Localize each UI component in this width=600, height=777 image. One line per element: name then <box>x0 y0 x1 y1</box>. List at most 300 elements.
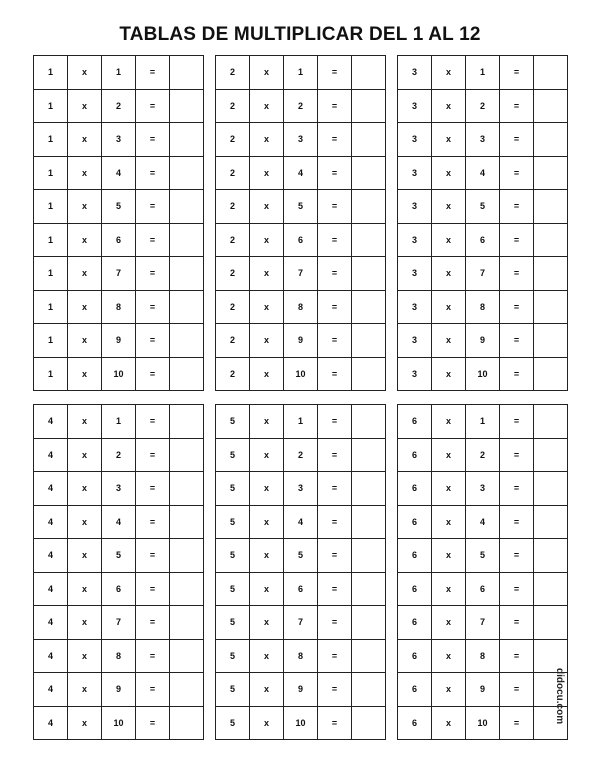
times-cell: x <box>432 156 466 190</box>
equals-cell: = <box>500 89 534 123</box>
times-cell: x <box>68 324 102 358</box>
equals-cell: = <box>500 257 534 291</box>
answer-cell[interactable] <box>352 472 386 506</box>
answer-cell[interactable] <box>352 639 386 673</box>
answer-cell[interactable] <box>170 324 204 358</box>
table-row <box>34 223 204 257</box>
times-cell: x <box>432 438 466 472</box>
answer-cell[interactable] <box>534 606 568 640</box>
times-cell: x <box>68 505 102 539</box>
equals-cell: = <box>136 706 170 740</box>
multiplier-cell: 5 <box>284 539 318 573</box>
times-cell: x <box>250 190 284 224</box>
factor-cell: 5 <box>216 472 250 506</box>
times-cell: x <box>250 438 284 472</box>
times-cell: x <box>68 706 102 740</box>
equals-cell: = <box>500 324 534 358</box>
multiplier-cell: 10 <box>284 357 318 391</box>
equals-cell: = <box>318 156 352 190</box>
factor-cell: 4 <box>34 438 68 472</box>
times-cell: x <box>68 357 102 391</box>
answer-cell[interactable] <box>352 673 386 707</box>
multiplier-cell: 1 <box>102 405 136 439</box>
table-row <box>216 472 386 506</box>
times-cell: x <box>250 56 284 90</box>
answer-cell[interactable] <box>170 190 204 224</box>
factor-cell: 6 <box>398 606 432 640</box>
times-cell: x <box>68 257 102 291</box>
table-row <box>34 257 204 291</box>
site-watermark: didocu.com <box>554 668 565 725</box>
times-cell: x <box>432 572 466 606</box>
multiplier-cell: 5 <box>466 190 500 224</box>
factor-cell: 1 <box>34 223 68 257</box>
times-cell: x <box>250 324 284 358</box>
answer-cell[interactable] <box>170 472 204 506</box>
answer-cell[interactable] <box>534 357 568 391</box>
table-row <box>34 357 204 391</box>
equals-cell: = <box>318 89 352 123</box>
multiplier-cell: 2 <box>466 89 500 123</box>
equals-cell: = <box>318 539 352 573</box>
answer-cell[interactable] <box>170 56 204 90</box>
table-row <box>34 706 204 740</box>
equals-cell: = <box>318 56 352 90</box>
answer-cell[interactable] <box>352 706 386 740</box>
multiplier-cell: 6 <box>284 572 318 606</box>
times-cell: x <box>68 606 102 640</box>
multiplier-cell: 2 <box>102 89 136 123</box>
answer-cell[interactable] <box>352 606 386 640</box>
table-row <box>398 606 568 640</box>
answer-cell[interactable] <box>170 123 204 157</box>
times-cell: x <box>250 257 284 291</box>
times-cell: x <box>250 539 284 573</box>
multiplier-cell: 1 <box>466 56 500 90</box>
answer-cell[interactable] <box>534 572 568 606</box>
answer-cell[interactable] <box>352 89 386 123</box>
factor-cell: 3 <box>398 257 432 291</box>
multiplier-cell: 10 <box>284 706 318 740</box>
answer-cell[interactable] <box>170 606 204 640</box>
equals-cell: = <box>318 223 352 257</box>
multiplier-cell: 4 <box>284 156 318 190</box>
multiplier-cell: 10 <box>466 357 500 391</box>
factor-cell: 4 <box>34 673 68 707</box>
times-cell: x <box>432 89 466 123</box>
multiplier-cell: 6 <box>466 572 500 606</box>
table-row <box>34 438 204 472</box>
equals-cell: = <box>500 156 534 190</box>
equals-cell: = <box>500 123 534 157</box>
answer-cell[interactable] <box>534 123 568 157</box>
times-cell: x <box>68 572 102 606</box>
times-cell: x <box>432 706 466 740</box>
factor-cell: 5 <box>216 606 250 640</box>
times-cell: x <box>250 472 284 506</box>
answer-cell[interactable] <box>170 89 204 123</box>
answer-cell[interactable] <box>170 223 204 257</box>
factor-cell: 5 <box>216 438 250 472</box>
equals-cell: = <box>500 290 534 324</box>
factor-cell: 6 <box>398 572 432 606</box>
factor-cell: 1 <box>34 89 68 123</box>
answer-cell[interactable] <box>534 56 568 90</box>
times-cell: x <box>68 223 102 257</box>
equals-cell: = <box>500 223 534 257</box>
table-row <box>34 290 204 324</box>
equals-cell: = <box>500 572 534 606</box>
table-row <box>216 357 386 391</box>
factor-cell: 5 <box>216 706 250 740</box>
multiplier-cell: 3 <box>284 472 318 506</box>
answer-cell[interactable] <box>534 324 568 358</box>
answer-cell[interactable] <box>170 639 204 673</box>
equals-cell: = <box>136 56 170 90</box>
answer-cell[interactable] <box>352 572 386 606</box>
table-row <box>216 257 386 291</box>
multiplier-cell: 8 <box>102 290 136 324</box>
times-table-6 <box>397 404 568 740</box>
table-row <box>398 673 568 707</box>
equals-cell: = <box>136 639 170 673</box>
answer-cell[interactable] <box>534 539 568 573</box>
multiplier-cell: 3 <box>284 123 318 157</box>
times-cell: x <box>68 89 102 123</box>
multiplier-cell: 1 <box>102 56 136 90</box>
multiplier-cell: 5 <box>102 190 136 224</box>
multiplier-cell: 8 <box>102 639 136 673</box>
times-cell: x <box>68 472 102 506</box>
times-table-4 <box>33 404 204 740</box>
answer-cell[interactable] <box>534 505 568 539</box>
answer-cell[interactable] <box>352 290 386 324</box>
multiplier-cell: 3 <box>466 472 500 506</box>
multiplier-cell: 9 <box>284 324 318 358</box>
factor-cell: 1 <box>34 257 68 291</box>
table-row <box>34 673 204 707</box>
table-row <box>216 223 386 257</box>
table-row <box>216 324 386 358</box>
multiplier-cell: 4 <box>466 505 500 539</box>
answer-cell[interactable] <box>352 405 386 439</box>
answer-cell[interactable] <box>170 290 204 324</box>
answer-cell[interactable] <box>534 223 568 257</box>
answer-cell[interactable] <box>534 89 568 123</box>
factor-cell: 6 <box>398 438 432 472</box>
table-row <box>398 123 568 157</box>
times-table-1 <box>33 55 204 391</box>
equals-cell: = <box>136 606 170 640</box>
table-row <box>34 156 204 190</box>
factor-cell: 4 <box>34 639 68 673</box>
factor-cell: 2 <box>216 156 250 190</box>
multiplier-cell: 10 <box>102 357 136 391</box>
equals-cell: = <box>136 673 170 707</box>
factor-cell: 2 <box>216 56 250 90</box>
answer-cell[interactable] <box>352 539 386 573</box>
multiplier-cell: 10 <box>102 706 136 740</box>
factor-cell: 2 <box>216 257 250 291</box>
answer-cell[interactable] <box>534 438 568 472</box>
table-row <box>34 89 204 123</box>
times-cell: x <box>432 357 466 391</box>
table-row <box>216 673 386 707</box>
table-row <box>398 257 568 291</box>
table-row <box>398 639 568 673</box>
answer-cell[interactable] <box>352 123 386 157</box>
multiplier-cell: 6 <box>466 223 500 257</box>
factor-cell: 5 <box>216 639 250 673</box>
multiplier-cell: 8 <box>284 290 318 324</box>
times-cell: x <box>432 56 466 90</box>
answer-cell[interactable] <box>352 438 386 472</box>
multiplier-cell: 2 <box>284 89 318 123</box>
factor-cell: 2 <box>216 123 250 157</box>
answer-cell[interactable] <box>170 706 204 740</box>
table-row <box>398 572 568 606</box>
multiplier-cell: 3 <box>466 123 500 157</box>
times-cell: x <box>250 357 284 391</box>
equals-cell: = <box>136 257 170 291</box>
factor-cell: 6 <box>398 639 432 673</box>
answer-cell[interactable] <box>170 357 204 391</box>
times-cell: x <box>68 438 102 472</box>
table-row <box>398 706 568 740</box>
table-row <box>216 706 386 740</box>
equals-cell: = <box>318 190 352 224</box>
equals-cell: = <box>500 190 534 224</box>
answer-cell[interactable] <box>170 539 204 573</box>
times-cell: x <box>68 639 102 673</box>
times-cell: x <box>68 123 102 157</box>
times-cell: x <box>250 706 284 740</box>
answer-cell[interactable] <box>352 190 386 224</box>
answer-cell[interactable] <box>170 257 204 291</box>
equals-cell: = <box>136 405 170 439</box>
times-cell: x <box>432 257 466 291</box>
factor-cell: 4 <box>34 405 68 439</box>
times-cell: x <box>432 673 466 707</box>
table-row <box>34 572 204 606</box>
table-row <box>398 190 568 224</box>
multiplier-cell: 8 <box>284 639 318 673</box>
answer-cell[interactable] <box>170 156 204 190</box>
table-row <box>398 324 568 358</box>
answer-cell[interactable] <box>352 223 386 257</box>
table-row <box>34 639 204 673</box>
times-table-5 <box>215 404 386 740</box>
times-cell: x <box>432 505 466 539</box>
times-cell: x <box>432 123 466 157</box>
factor-cell: 2 <box>216 190 250 224</box>
table-row <box>398 156 568 190</box>
times-cell: x <box>432 639 466 673</box>
table-row <box>34 539 204 573</box>
table-row <box>398 223 568 257</box>
answer-cell[interactable] <box>534 190 568 224</box>
multiplier-cell: 2 <box>284 438 318 472</box>
multiplier-cell: 6 <box>102 223 136 257</box>
factor-cell: 3 <box>398 56 432 90</box>
table-row <box>216 156 386 190</box>
answer-cell[interactable] <box>352 156 386 190</box>
factor-cell: 1 <box>34 123 68 157</box>
table-row <box>34 472 204 506</box>
equals-cell: = <box>318 357 352 391</box>
answer-cell[interactable] <box>534 257 568 291</box>
factor-cell: 3 <box>398 357 432 391</box>
equals-cell: = <box>318 673 352 707</box>
table-row <box>34 56 204 90</box>
equals-cell: = <box>136 472 170 506</box>
table-row <box>398 290 568 324</box>
equals-cell: = <box>136 324 170 358</box>
answer-cell[interactable] <box>534 472 568 506</box>
times-cell: x <box>68 673 102 707</box>
equals-cell: = <box>318 405 352 439</box>
answer-cell[interactable] <box>352 505 386 539</box>
table-row <box>398 438 568 472</box>
factor-cell: 2 <box>216 223 250 257</box>
answer-cell[interactable] <box>170 438 204 472</box>
table-row <box>216 539 386 573</box>
multiplier-cell: 7 <box>102 606 136 640</box>
factor-cell: 2 <box>216 357 250 391</box>
factor-cell: 4 <box>34 706 68 740</box>
factor-cell: 2 <box>216 324 250 358</box>
factor-cell: 3 <box>398 156 432 190</box>
times-cell: x <box>432 405 466 439</box>
factor-cell: 4 <box>34 572 68 606</box>
factor-cell: 6 <box>398 472 432 506</box>
times-cell: x <box>68 405 102 439</box>
answer-cell[interactable] <box>170 572 204 606</box>
equals-cell: = <box>136 89 170 123</box>
times-cell: x <box>432 223 466 257</box>
table-row <box>216 505 386 539</box>
table-row <box>216 123 386 157</box>
times-cell: x <box>250 639 284 673</box>
equals-cell: = <box>500 639 534 673</box>
times-cell: x <box>432 472 466 506</box>
equals-cell: = <box>500 505 534 539</box>
answer-cell[interactable] <box>352 56 386 90</box>
factor-cell: 5 <box>216 572 250 606</box>
multiplier-cell: 9 <box>466 673 500 707</box>
multiplier-cell: 3 <box>102 123 136 157</box>
times-table-3 <box>397 55 568 391</box>
multiplier-cell: 2 <box>466 438 500 472</box>
equals-cell: = <box>136 223 170 257</box>
equals-cell: = <box>500 357 534 391</box>
factor-cell: 1 <box>34 290 68 324</box>
table-row <box>216 405 386 439</box>
times-cell: x <box>432 324 466 358</box>
times-cell: x <box>250 606 284 640</box>
multiplier-cell: 5 <box>466 539 500 573</box>
table-row <box>398 89 568 123</box>
times-cell: x <box>68 156 102 190</box>
equals-cell: = <box>136 357 170 391</box>
table-row <box>34 190 204 224</box>
table-row <box>216 290 386 324</box>
answer-cell[interactable] <box>352 257 386 291</box>
multiplier-cell: 6 <box>102 572 136 606</box>
times-cell: x <box>68 56 102 90</box>
equals-cell: = <box>318 123 352 157</box>
equals-cell: = <box>318 606 352 640</box>
factor-cell: 1 <box>34 324 68 358</box>
answer-cell[interactable] <box>534 405 568 439</box>
equals-cell: = <box>136 290 170 324</box>
answer-cell[interactable] <box>170 673 204 707</box>
multiplier-cell: 1 <box>466 405 500 439</box>
multiplier-cell: 4 <box>466 156 500 190</box>
equals-cell: = <box>136 539 170 573</box>
multiplier-cell: 7 <box>284 606 318 640</box>
table-row <box>216 89 386 123</box>
table-row <box>34 324 204 358</box>
answer-cell[interactable] <box>534 290 568 324</box>
equals-cell: = <box>500 472 534 506</box>
times-cell: x <box>250 156 284 190</box>
answer-cell[interactable] <box>352 357 386 391</box>
equals-cell: = <box>318 290 352 324</box>
table-row <box>398 472 568 506</box>
equals-cell: = <box>318 706 352 740</box>
table-row <box>216 572 386 606</box>
table-row <box>34 123 204 157</box>
table-row <box>398 405 568 439</box>
factor-cell: 5 <box>216 505 250 539</box>
table-row <box>216 438 386 472</box>
multiplier-cell: 4 <box>102 505 136 539</box>
equals-cell: = <box>136 572 170 606</box>
factor-cell: 1 <box>34 156 68 190</box>
table-row <box>398 505 568 539</box>
times-cell: x <box>250 405 284 439</box>
multiplier-cell: 9 <box>284 673 318 707</box>
equals-cell: = <box>318 505 352 539</box>
times-cell: x <box>250 673 284 707</box>
times-cell: x <box>68 539 102 573</box>
table-row <box>216 56 386 90</box>
equals-cell: = <box>500 706 534 740</box>
multiplier-cell: 7 <box>466 257 500 291</box>
equals-cell: = <box>136 156 170 190</box>
times-cell: x <box>68 290 102 324</box>
factor-cell: 3 <box>398 223 432 257</box>
factor-cell: 3 <box>398 89 432 123</box>
answer-cell[interactable] <box>352 324 386 358</box>
equals-cell: = <box>136 505 170 539</box>
answer-cell[interactable] <box>170 405 204 439</box>
table-row <box>216 639 386 673</box>
multiplier-cell: 7 <box>466 606 500 640</box>
equals-cell: = <box>500 438 534 472</box>
multiplier-cell: 9 <box>466 324 500 358</box>
answer-cell[interactable] <box>534 156 568 190</box>
table-row <box>34 405 204 439</box>
multiplier-cell: 2 <box>102 438 136 472</box>
equals-cell: = <box>318 438 352 472</box>
equals-cell: = <box>318 472 352 506</box>
answer-cell[interactable] <box>170 505 204 539</box>
factor-cell: 3 <box>398 190 432 224</box>
table-row <box>398 357 568 391</box>
factor-cell: 6 <box>398 539 432 573</box>
